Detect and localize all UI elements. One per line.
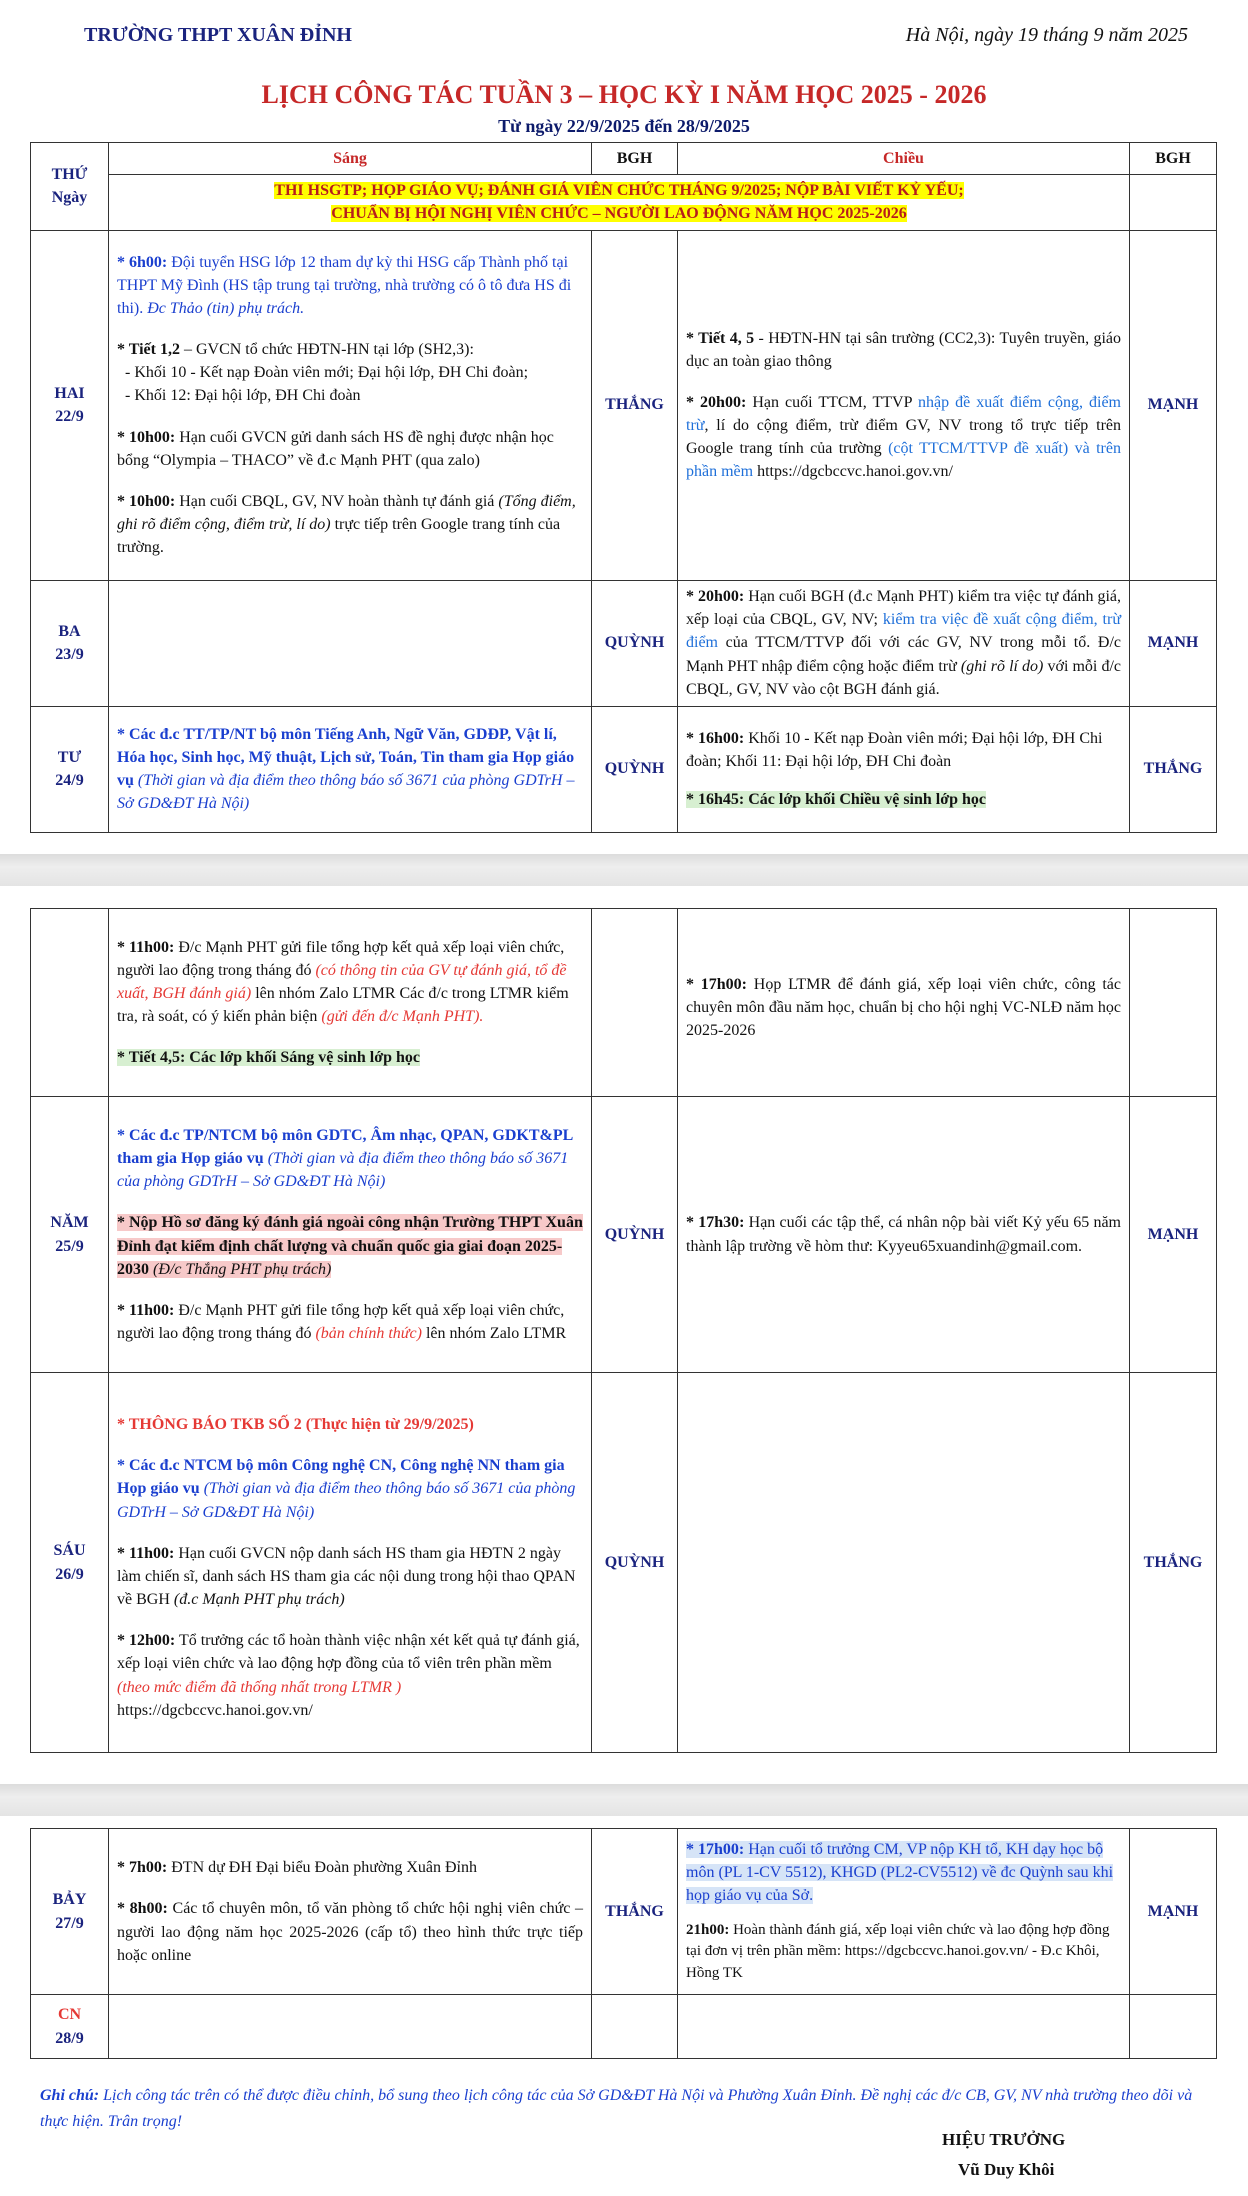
morning-cell: * 7h00: ĐTN dự ĐH Đại biểu Đoàn phường Xuân Đỉnh * 8h00: Các tổ chuyên môn, tổ văn phòng tổ chức hội nghị viên chức – người lao động năm học 2025-2026 (cấp tổ) theo hình thức trực tiếp hoặc online <box>109 1829 592 1995</box>
day-cell: SÁU 26/9 <box>31 1373 109 1753</box>
day-cell: CN 28/9 <box>31 1995 109 2059</box>
day-cell <box>31 909 109 1097</box>
schedule-table-part1 <box>30 142 1217 833</box>
page-break <box>0 1784 1248 1816</box>
signature-title: HIỆU TRƯỞNG <box>942 2130 1066 2149</box>
bgh-afternoon: MẠNH <box>1130 1097 1217 1373</box>
row-friday <box>31 1373 1217 1753</box>
afternoon-cell: * 17h00: Họp LTMR để đánh giá, xếp loại viên chức, công tác chuyên môn đầu năm học, chuẩn bị cho hội nghị VC-NLĐ năm học 2025-2026 <box>678 909 1130 1097</box>
col-header-day: THỨ Ngày <box>31 143 109 231</box>
row-wednesday <box>31 706 1217 832</box>
bgh-afternoon: THẮNG <box>1130 1373 1217 1753</box>
bgh-afternoon: MẠNH <box>1130 1829 1217 1995</box>
morning-cell: * 6h00: Đội tuyển HSG lớp 12 tham dự kỳ thi HSG cấp Thành phố tại THPT Mỹ Đình (HS tập trung tại trường, nhà trường có ô tô đưa HS đi thi). Đc Thảo (tin) phụ trách. * Tiết 1,2 – GVCN tổ chức HĐTN-HN tại lớp (SH2,3): - Khối 10 - Kết nạp Đoàn viên mới; Đại hội lớp, ĐH Chi đoàn; - Khối 12: Đại hội lớp, ĐH Chi đoàn * 10h00: Hạn cuối GVCN gửi danh sách HS đề nghị được nhận học bổng “Olympia – THACO” về đ.c Mạnh PHT (qua zalo) * 10h00: Hạn cuối CBQL, GV, NV hoàn thành tự đánh giá (Tổng điểm, ghi rõ điểm cộng, điểm trừ, lí do) trực tiếp trên Google trang tính của trường. <box>109 230 592 580</box>
footer-note: Ghi chú: Lịch công tác trên có thể được điều chỉnh, bổ sung theo lịch công tác của Sở GD&ĐT Hà Nội và Phường Xuân Đỉnh. Đề nghị các đ/c CB, GV, NV nhà trường theo dõi và thực hiện. Trân trọng! <box>40 2087 1193 2130</box>
afternoon-cell <box>678 1373 1130 1753</box>
bgh-morning: QUỲNH <box>592 1097 678 1373</box>
afternoon-cell: * 16h00: Khối 10 - Kết nạp Đoàn viên mới; Đại hội lớp, ĐH Chi đoàn; Khối 11: Đại hội lớp, ĐH Chi đoàn * 16h45: Các lớp khối Chiều vệ sinh lớp học <box>678 706 1130 832</box>
afternoon-cell: * 17h30: Hạn cuối các tập thể, cá nhân nộp bài viết Kỷ yếu 65 năm thành lập trường về hòm thư: Kyyeu65xuandinh@gmail.com. <box>678 1097 1130 1373</box>
afternoon-cell <box>678 1995 1130 2059</box>
morning-cell: * THÔNG BÁO TKB SỐ 2 (Thực hiện từ 29/9/2025) * Các đ.c NTCM bộ môn Công nghệ CN, Công nghệ NN tham gia Họp giáo vụ (Thời gian và địa điểm theo thông báo số 3671 của phòng GDTrH – Sở GD&ĐT Hà Nội) * 11h00: Hạn cuối GVCN nộp danh sách HS tham gia HĐTN 2 ngày làm chiến sĩ, danh sách HS tham gia các nội dung trong hội thao QPAN về BGH (đ.c Mạnh PHT phụ trách) * 12h00: Tổ trưởng các tổ hoàn thành việc nhận xét kết quả tự đánh giá, xếp loại viên chức và lao động hợp đồng của tổ viên trên phần mềm (theo mức điểm đã thống nhất trong LTMR ) https://dgcbccvc.hanoi.gov.vn/ <box>109 1373 592 1753</box>
col-header-bgh2: BGH <box>1130 143 1217 175</box>
bgh-morning: QUỲNH <box>592 706 678 832</box>
bgh-morning <box>592 1995 678 2059</box>
row-wednesday-cont <box>31 909 1217 1097</box>
bgh-afternoon: THẮNG <box>1130 706 1217 832</box>
afternoon-cell: * Tiết 4, 5 - HĐTN-HN tại sân trường (CC2,3): Tuyên truyền, giáo dục an toàn giao thông * 20h00: Hạn cuối TTCM, TTVP nhập đề xuất điểm cộng, điểm trừ, lí do cộng điểm, trừ điểm GV, NV trong tổ trực tiếp trên Google trang tính của trường (cột TTCM/TTVP đề xuất) và trên phần mềm https://dgcbccvc.hanoi.gov.vn/ <box>678 230 1130 580</box>
bgh-afternoon <box>1130 1995 1217 2059</box>
page-subtitle: Từ ngày 22/9/2025 đến 28/9/2025 <box>498 116 750 136</box>
bgh-morning <box>592 909 678 1097</box>
bgh-morning: QUỲNH <box>592 580 678 706</box>
day-cell: TƯ 24/9 <box>31 706 109 832</box>
schedule-table-part2 <box>30 908 1217 1753</box>
bgh-afternoon <box>1130 909 1217 1097</box>
school-name: TRƯỜNG THPT XUÂN ĐỈNH <box>84 24 352 46</box>
col-header-morning: Sáng <box>109 143 592 175</box>
col-header-bgh: BGH <box>592 143 678 175</box>
row-thursday <box>31 1097 1217 1373</box>
col-header-afternoon: Chiều <box>678 143 1130 175</box>
signature-name: Vũ Duy Khôi <box>958 2160 1055 2179</box>
day-cell: HAI 22/9 <box>31 230 109 580</box>
row-sunday <box>31 1995 1217 2059</box>
bgh-afternoon: MẠNH <box>1130 580 1217 706</box>
afternoon-cell: * 17h00: Hạn cuối tổ trưởng CM, VP nộp KH tổ, KH dạy học bộ môn (PL 1-CV 5512), KHGD (PL2-CV5512) về đc Quỳnh sau khi họp giáo vụ của Sở. 21h00: Hoàn thành đánh giá, xếp loại viên chức và lao động hợp đồng tại đơn vị trên phần mềm: https://dgcbccvc.hanoi.gov.vn/ - Đ.c Khôi, Hồng TK <box>678 1829 1130 1995</box>
page-title: LỊCH CÔNG TÁC TUẦN 3 – HỌC KỲ I NĂM HỌC 2025 - 2026 <box>261 80 987 109</box>
day-cell: BẢY 27/9 <box>31 1829 109 1995</box>
morning-cell <box>109 1995 592 2059</box>
afternoon-cell: * 20h00: Hạn cuối BGH (đ.c Mạnh PHT) kiểm tra việc tự đánh giá, xếp loại của CBQL, GV, NV; kiểm tra việc đề xuất cộng điểm, trừ điểm của TTCM/TTVP đối với các GV, NV trong mỗi tổ. Đ/c Mạnh PHT nhập điểm cộng hoặc điểm trừ (ghi rõ lí do) với mỗi đ/c CBQL, GV, NV vào cột BGH đánh giá. <box>678 580 1130 706</box>
page-break <box>0 854 1248 886</box>
morning-cell: * Các đ.c TT/TP/NT bộ môn Tiếng Anh, Ngữ Văn, GDĐP, Vật lí, Hóa học, Sinh học, Mỹ thuật, Lịch sử, Toán, Tin tham gia Họp giáo vụ (Thời gian và địa điểm theo thông báo số 3671 của phòng GDTrH – Sở GD&ĐT Hà Nội) <box>109 706 592 832</box>
bgh-afternoon: MẠNH <box>1130 230 1217 580</box>
schedule-table-part3 <box>30 1828 1217 2059</box>
morning-cell: * 11h00: Đ/c Mạnh PHT gửi file tổng hợp kết quả xếp loại viên chức, người lao động trong tháng đó (có thông tin của GV tự đánh giá, tổ đề xuất, BGH đánh giá) lên nhóm Zalo LTMR Các đ/c trong LTMR kiểm tra, rà soát, có ý kiến phản biện (gửi đến đ/c Mạnh PHT). * Tiết 4,5: Các lớp khối Sáng vệ sinh lớp học <box>109 909 592 1097</box>
day-cell: BA 23/9 <box>31 580 109 706</box>
bgh-morning: THẮNG <box>592 1829 678 1995</box>
dateline: Hà Nội, ngày 19 tháng 9 năm 2025 <box>905 24 1188 46</box>
morning-cell: * Các đ.c TP/NTCM bộ môn GDTC, Âm nhạc, QPAN, GDKT&PL tham gia Họp giáo vụ (Thời gian và địa điểm theo thông báo số 3671 của phòng GDTrH – Sở GD&ĐT Hà Nội) * Nộp Hồ sơ đăng ký đánh giá ngoài công nhận Trường THPT Xuân Đỉnh đạt kiểm định chất lượng và chuẩn quốc gia giai đoạn 2025- 2030 (Đ/c Thắng PHT phụ trách) * 11h00: Đ/c Mạnh PHT gửi file tổng hợp kết quả xếp loại viên chức, người lao động trong tháng đó (bản chính thức) lên nhóm Zalo LTMR <box>109 1097 592 1373</box>
bgh-morning: QUỲNH <box>592 1373 678 1753</box>
morning-cell <box>109 580 592 706</box>
week-banner: THI HSGTP; HỌP GIÁO VỤ; ĐÁNH GIÁ VIÊN CHỨC THÁNG 9/2025; NỘP BÀI VIẾT KỶ YẾU; CHUẨN BỊ HỘI NGHỊ VIÊN CHỨC – NGƯỜI LAO ĐỘNG NĂM HỌC 2025-2026 <box>109 175 1130 230</box>
bgh-morning: THẮNG <box>592 230 678 580</box>
row-saturday <box>31 1829 1217 1995</box>
day-cell: NĂM 25/9 <box>31 1097 109 1373</box>
row-tuesday <box>31 580 1217 706</box>
row-monday <box>31 230 1217 580</box>
